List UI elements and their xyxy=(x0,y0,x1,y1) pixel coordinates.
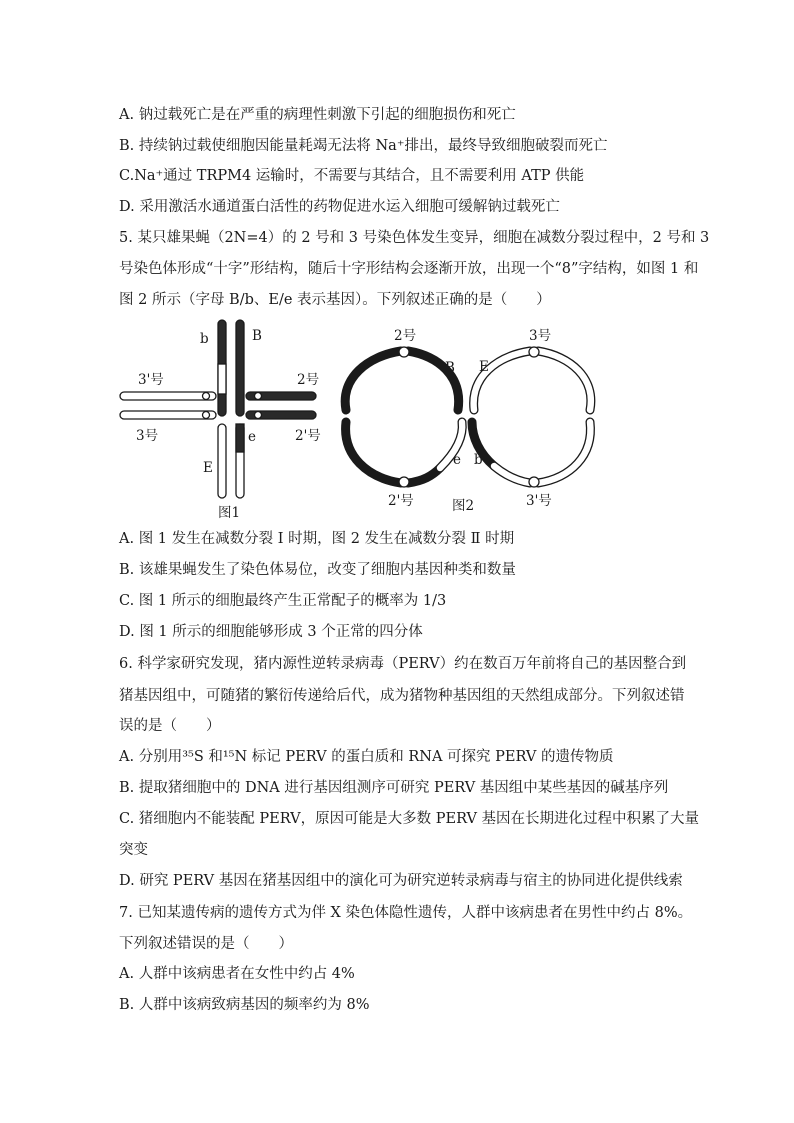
fig1-centromere xyxy=(255,412,262,419)
q5-stem-line-3: 图 2 所示（字母 B/b、E/e 表示基因）。下列叙述正确的是（ ） xyxy=(119,292,551,308)
fig2-centromere-2 xyxy=(399,347,409,357)
fig2-label-b: b xyxy=(474,452,483,468)
fig1-3-arm xyxy=(120,411,216,419)
fig1-chromatid-upper-right xyxy=(236,320,244,416)
fig1-label-e: e xyxy=(248,429,256,445)
q6-option-b: B. 提取猪细胞中的 DNA 进行基因组测序可研究 PERV 基因组中某些基因的碱基序列 xyxy=(119,780,669,796)
fig1-centromere xyxy=(255,393,262,400)
q5-option-c: C. 图 1 所示的细胞最终产生正常配子的概率为 1/3 xyxy=(119,593,447,609)
q6-option-c-continued: 突变 xyxy=(119,842,148,858)
q4-option-c: C.Na⁺通过 TRPM4 运输时，不需要与其结合，且不需要利用 ATP 供能 xyxy=(119,168,585,184)
fig1-label-2: 2号 xyxy=(297,372,320,388)
fig1-centromere xyxy=(203,412,210,419)
fig2-label-e: e xyxy=(453,452,461,468)
q7-option-a: A. 人群中该病患者在女性中约占 4% xyxy=(119,966,355,982)
fig2-arc-2-left xyxy=(345,351,401,410)
chromosome-diagram xyxy=(118,318,608,523)
fig2-label-2: 2号 xyxy=(394,328,417,344)
fig1-chromatid-lower-right-dark xyxy=(236,424,244,452)
q7-option-b: B. 人群中该病致病基因的频率约为 8% xyxy=(119,997,370,1013)
q6-option-d: D. 研究 PERV 基因在猪基因组中的演化可为研究逆转录病毒与宿主的协同进化提供线索 xyxy=(119,873,683,889)
fig2-caption: 图2 xyxy=(452,498,475,514)
fig1-label-3prime: 3'号 xyxy=(138,372,164,388)
q5-figure xyxy=(118,318,608,523)
q6-option-c: C. 猪细胞内不能装配 PERV，原因可能是大多数 PERV 基因在长期进化过程中积累了大量 xyxy=(119,811,700,827)
fig2-centromere-3prime xyxy=(529,477,539,487)
fig1-centromere xyxy=(203,393,210,400)
q4-option-d: D. 采用激活水通道蛋白活性的药物促进水运入细胞可缓解钠过载死亡 xyxy=(119,199,560,215)
fig2-centromere-2prime xyxy=(399,477,409,487)
q5-option-d: D. 图 1 所示的细胞能够形成 3 个正常的四分体 xyxy=(119,624,423,640)
q4-option-a: A. 钠过载死亡是在严重的病理性刺激下引起的细胞损伤和死亡 xyxy=(119,107,516,123)
q5-option-a: A. 图 1 发生在减数分裂 Ⅰ 时期，图 2 发生在减数分裂 Ⅱ 时期 xyxy=(119,531,515,547)
fig1-label-b: b xyxy=(200,331,209,347)
fig1-caption: 图1 xyxy=(218,505,241,521)
fig2-arc-2prime-left xyxy=(346,422,401,483)
fig2-arc-2prime-right-dark xyxy=(408,468,440,483)
fig1-label-E: E xyxy=(203,460,213,476)
q5-stem-line-1: 5. 某只雄果蝇（2N=4）的 2 号和 3 号染色体发生变异，细胞在减数分裂过程中，2 号和 3 xyxy=(119,230,710,246)
fig1-chromatid-lower-left xyxy=(218,424,226,498)
fig1-label-2prime: 2'号 xyxy=(295,428,321,444)
fig1-label-3: 3号 xyxy=(136,428,159,444)
fig2-label-B: B xyxy=(445,360,455,376)
figure-2 xyxy=(345,347,591,487)
q7-stem-line-2: 下列叙述错误的是（ ） xyxy=(119,936,293,952)
q5-option-b: B. 该雄果蝇发生了染色体易位，改变了细胞内基因种类和数量 xyxy=(119,562,516,578)
q6-stem-line-2: 猪基因组中，可随猪的繁衍传递给后代，成为猪物种基因组的天然组成部分。下列叙述错 xyxy=(119,688,685,704)
fig1-label-B: B xyxy=(252,328,262,344)
q6-option-a: A. 分别用³⁵S 和¹⁵N 标记 PERV 的蛋白质和 RNA 可探究 PERV 的遗传物质 xyxy=(119,749,614,765)
fig1-3prime-arm xyxy=(120,392,216,400)
fig2-label-2prime: 2'号 xyxy=(388,493,414,509)
fig2-centromere-3 xyxy=(529,347,539,357)
figure-1 xyxy=(120,320,316,498)
fig2-label-3prime: 3'号 xyxy=(526,493,552,509)
q5-stem-line-2: 号染色体形成“十字”形结构，随后十字形结构会逐渐开放，出现一个“8”字结构，如图 1 和 xyxy=(119,261,699,277)
fig2-arc-3prime-right xyxy=(538,422,590,483)
q4-option-b: B. 持续钠过载使细胞因能量耗竭无法将 Na⁺排出，最终导致细胞破裂而死亡 xyxy=(119,138,608,154)
fig2-label-3: 3号 xyxy=(529,328,552,344)
fig1-chromatid-upper-left-light xyxy=(218,364,226,394)
q6-stem-line-1: 6. 科学家研究发现，猪内源性逆转录病毒（PERV）约在数百万年前将自己的基因整合到 xyxy=(119,656,687,672)
fig2-arc-3-right xyxy=(538,351,591,410)
q7-stem-line-1: 7. 已知某遗传病的遗传方式为伴 X 染色体隐性遗传，人群中该病患者在男性中约占 8%。 xyxy=(119,905,693,921)
q6-stem-line-3: 误的是（ ） xyxy=(119,718,221,734)
fig2-label-E: E xyxy=(479,359,489,375)
